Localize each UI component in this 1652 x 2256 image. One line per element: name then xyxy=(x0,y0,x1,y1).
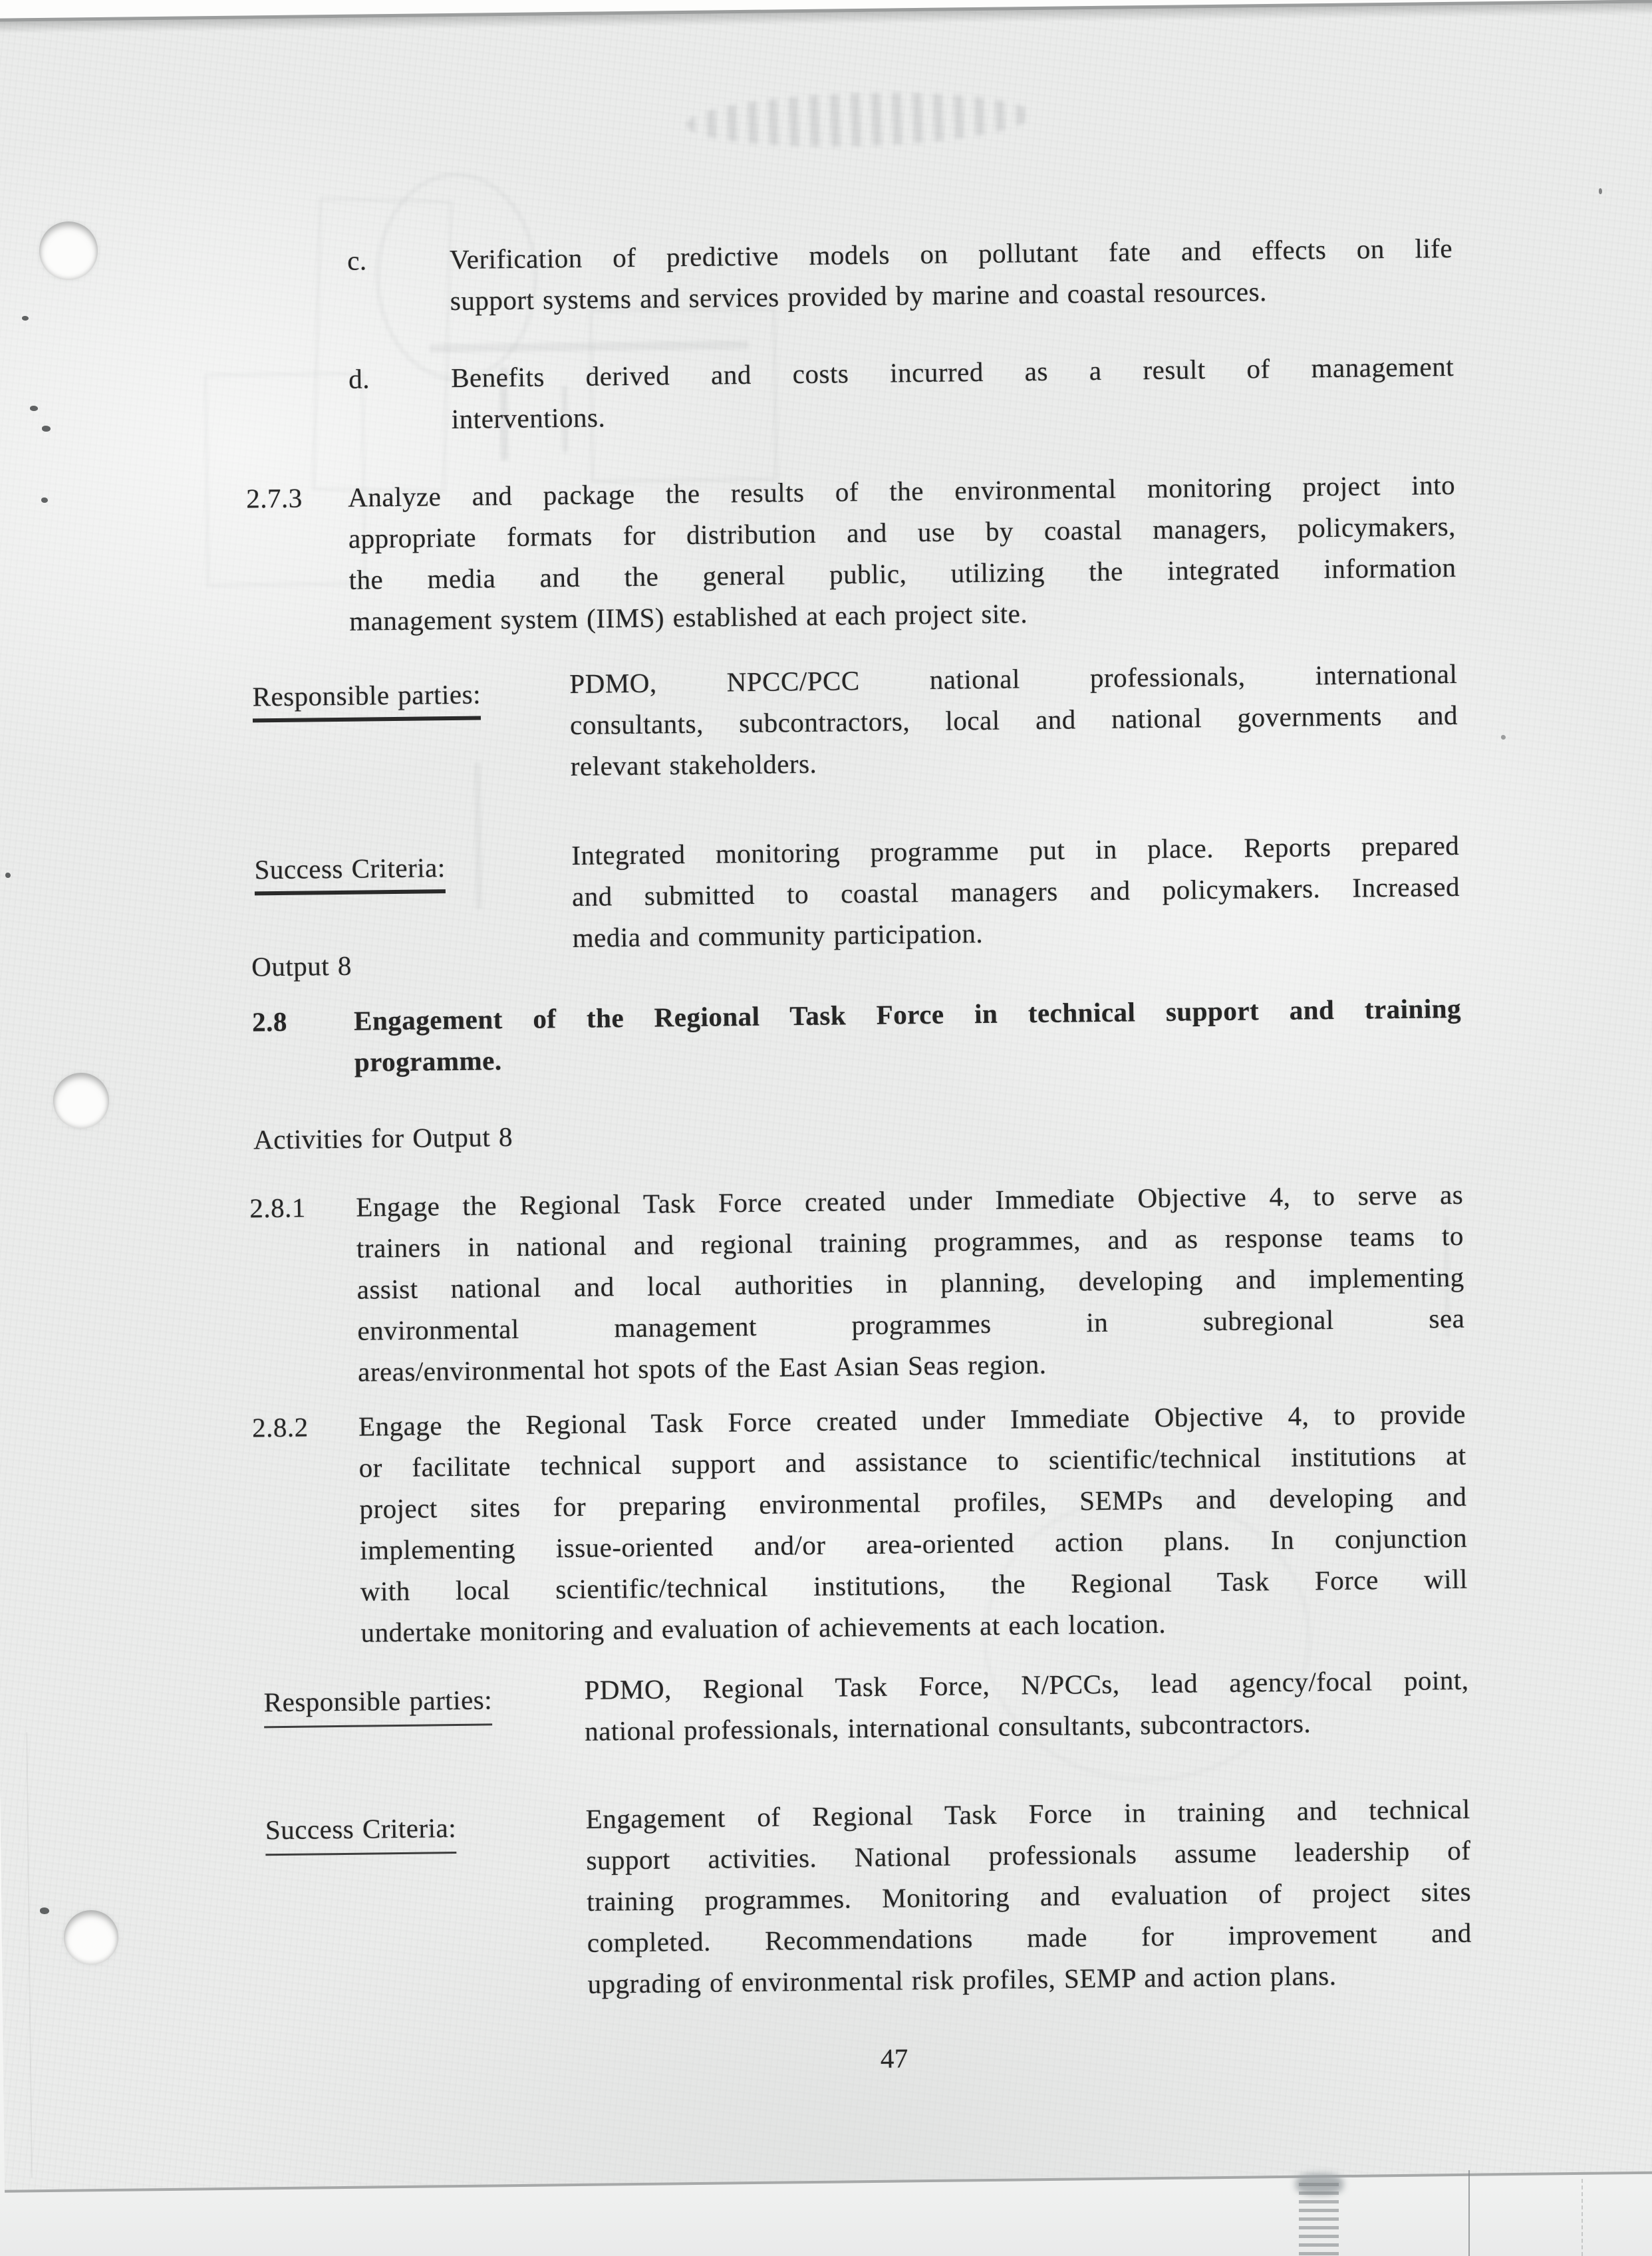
text-line: Engagement of the Regional Task Force in technical support and training xyxy=(353,992,1462,1036)
success-criteria-2-value xyxy=(585,1788,1472,2005)
text-line: PDMO, NPCC/PCC national professionals, international xyxy=(569,658,1458,700)
text-line: national professionals, international consultants, subcontractors. xyxy=(585,1707,1311,1747)
text-line: implementing issue-oriented and/or area-oriented action plans. In conjunction xyxy=(359,1522,1468,1566)
responsible-parties-1-label xyxy=(252,674,481,723)
success-criteria-2-label-text: Success Criteria: xyxy=(265,1807,457,1856)
text-line: Engage the Regional Task Force created under Immediate Objective 4, to provide xyxy=(358,1398,1466,1442)
hole-punch xyxy=(64,1910,118,1965)
text-line: project sites for preparing environmental profiles, SEMPs and developing and xyxy=(359,1480,1467,1524)
text-line: the media and the general public, utilizing the integrated information xyxy=(348,551,1456,595)
text-line: Verification of predictive models on pollutant fate and effects on life xyxy=(449,232,1453,275)
ink-speck xyxy=(5,873,11,878)
text-line: Benefits derived and costs incurred as a result of management xyxy=(450,351,1454,393)
text-line: Analyze and package the results of the environmental monitoring project into xyxy=(347,469,1456,513)
responsible-parties-2-label xyxy=(263,1679,492,1728)
section-2-8-number: 2.8 xyxy=(251,1006,288,1038)
text-line: support systems and services provided by marine and coastal resources. xyxy=(450,276,1268,317)
pencil-smudge xyxy=(686,88,1033,152)
text-line: PDMO, Regional Task Force, N/PCCs, lead agency/focal point, xyxy=(584,1664,1469,1705)
text-line: programme. xyxy=(354,1045,502,1077)
text-line: assist national and local authorities in planning, developing and implementing xyxy=(356,1261,1464,1305)
activities-output-8-heading: Activities for Output 8 xyxy=(253,1121,513,1155)
text-line: support activities. National professionals assume leadership of xyxy=(586,1834,1471,1876)
text-line: Engagement of Regional Task Force in training and technical xyxy=(585,1793,1470,1834)
section-2-8-heading xyxy=(354,988,1462,1083)
text-line: with local scientific/technical institutions, the Regional Task Force will xyxy=(360,1563,1468,1607)
ink-speck xyxy=(40,1907,49,1914)
paragraph-2-7-3-number: 2.7.3 xyxy=(245,482,303,514)
hole-punch xyxy=(39,221,98,280)
background-sheet-edge xyxy=(1468,2170,1470,2256)
text-line: trainers in national and regional training programmes, and as response teams to xyxy=(356,1220,1464,1264)
text-line: management system (IIMS) established at each project site. xyxy=(349,598,1028,636)
text-line: training programmes. Monitoring and evaluation of project sites xyxy=(586,1876,1472,1917)
paragraph-2-8-1-text xyxy=(356,1174,1465,1393)
ink-speck xyxy=(1599,188,1602,194)
paragraph-2-7-3-text xyxy=(348,464,1457,642)
ink-speck xyxy=(30,406,38,411)
text-line: completed. Recommendations made for improvement and xyxy=(587,1917,1472,1958)
text-line: relevant stakeholders. xyxy=(570,748,817,781)
text-line: Integrated monitoring programme put in place. Reports prepared xyxy=(571,829,1460,871)
text-line: consultants, subcontractors, local and national governments and xyxy=(569,699,1458,741)
output-8-heading: Output 8 xyxy=(251,950,352,982)
ink-speck xyxy=(22,316,29,321)
responsible-parties-2-label-text: Responsible parties: xyxy=(263,1679,492,1728)
text-line: or facilitate technical support and assistance to scientific/technical institutions at xyxy=(358,1439,1466,1483)
text-line: appropriate formats for distribution and use by coastal managers, policymakers, xyxy=(348,510,1456,554)
text-line: areas/environmental hot spots of the East Asian Seas region. xyxy=(357,1348,1047,1387)
ink-speck xyxy=(41,497,48,503)
background-dotted-edge xyxy=(1582,2179,1583,2256)
text-line: media and community participation. xyxy=(572,917,984,953)
paragraph-2-8-1-number: 2.8.1 xyxy=(249,1192,307,1224)
ink-speck xyxy=(1501,735,1506,740)
text-line: environmental management programmes in subregional sea xyxy=(357,1302,1465,1346)
list-item-c-marker: c. xyxy=(346,245,367,276)
responsible-parties-2-value xyxy=(584,1659,1469,1752)
paragraph-2-8-2-number: 2.8.2 xyxy=(251,1411,309,1443)
bleedthrough-mark xyxy=(474,763,482,909)
list-item-c-text xyxy=(450,227,1453,321)
paper-crease xyxy=(26,1732,33,2178)
success-criteria-1-label-text: Success Criteria: xyxy=(254,847,446,895)
text-line: upgrading of environmental risk profiles, SEMP and action plans. xyxy=(587,1960,1337,1999)
binding-stripes xyxy=(1299,2183,1339,2256)
text-line: undertake monitoring and evaluation of achievements at each location. xyxy=(360,1608,1167,1648)
text-line: Engage the Regional Task Force created under Immediate Objective 4, to serve as xyxy=(356,1179,1464,1222)
success-criteria-1-value xyxy=(571,825,1460,958)
text-line: interventions. xyxy=(451,402,606,434)
success-criteria-1-label xyxy=(254,847,446,895)
paragraph-2-8-2-text xyxy=(358,1393,1468,1653)
ink-speck xyxy=(42,426,51,432)
responsible-parties-1-label-text: Responsible parties: xyxy=(252,674,481,723)
list-item-d-text xyxy=(451,346,1454,440)
list-item-d-marker: d. xyxy=(348,363,370,394)
responsible-parties-1-value xyxy=(569,653,1458,787)
page-number: 47 xyxy=(880,2043,909,2074)
text-line: and submitted to coastal managers and policymakers. Increased xyxy=(571,871,1460,912)
success-criteria-2-label xyxy=(265,1807,457,1856)
hole-punch xyxy=(53,1073,109,1129)
